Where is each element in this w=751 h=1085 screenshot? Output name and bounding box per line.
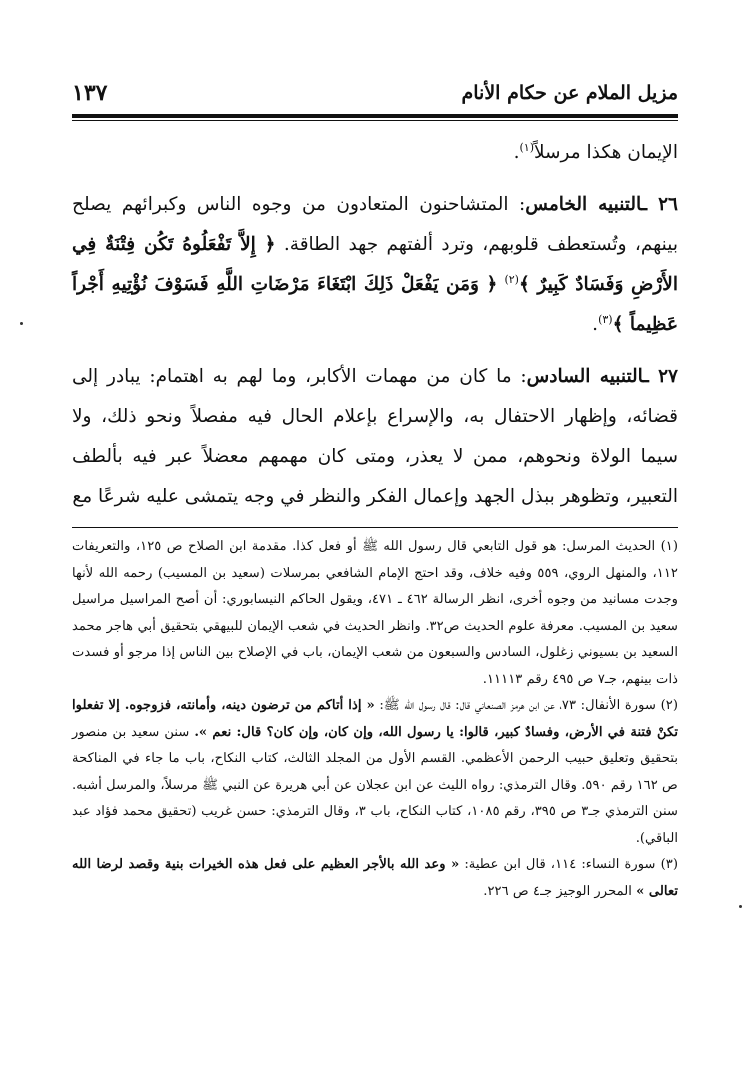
quran-verse-nisa: ﴿ وَمَن يَفْعَلْ ذَلِكَ ابْتَغَاءَ مَرْضَاتِ اللَّهِ فَسَوْفَ نُؤْتِيهِ أَجْراً عَظِيماً ﴾ xyxy=(72,274,678,335)
scan-speck xyxy=(739,905,742,908)
footnote-1: (١) الحديث المرسل: هو قول التابعي قال رسول الله ﷺ أو فعل كذا. مقدمة ابن الصلاح ص ١٢٥، والتعريفات ١١٢، والمنهل الروي، ٥٥٩ وفيه خلاف، وقد احتج الإمام الشافعي بمرسلات (سعيد بن المسيب) رحمه الله لأنها وجدت مسانيد من وجوه أخرى، انظر الرسالة ٤٦٢ ـ ٤٧١، ويقول الحاكم النيسابوري: أن أصح المراسيل مراسيل سعيد بن المسيب. معرفة علوم الحديث ص٣٢. وانظر الحديث في شعب الإيمان للبيهقي بتحقيق أبي هاجر محمد السعيد بن بسيوني زغلول، السادس والسبعون من شعب الإيمان، باب في الإصلاح بين الناس إذا مرجو أو فسدت ذات بينهم، جـ٧ ص ٤٩٥ رقم ١١١١٣. xyxy=(72,539,678,687)
scan-speck xyxy=(20,322,23,325)
footnote-ref-1: (١) xyxy=(519,140,534,154)
footnote-3 xyxy=(72,852,678,905)
paragraph-26-heading: التنبيه الخامس xyxy=(525,194,642,215)
paragraph-27-heading: التنبيه السادس xyxy=(526,366,644,387)
footnote-2-reference: سنن سعيد بن منصور بتحقيق وتعليق حبيب الرحمن الأعظمي. القسم الأول من المجلد الثالث، كتاب النكاح، باب ما جاء في المناكحة ص ١٦٢ رقم ٥٩٠. وقال الترمذي: رواه الليث عن ابن عجلان عن أبي هريرة عن النبي ﷺ مرسلاً، والمرسل أشبه. سنن الترمذي جـ٣ ص ٣٩٥، رقم ١٠٨٥، كتاب النكاح، باب ٣، وقال الترمذي: حسن غريب (تحقيق محمد فؤاد عبد الباقي). xyxy=(72,724,678,846)
footnote-2-source: (٢) سورة الأنفال: ٧٣، عن ابن هرمز الصنعاني قال: قال رسول الله ﷺ: xyxy=(379,698,678,713)
footnote-3-reference: المحرر الوجيز جـ٤ ص ٢٢٦. xyxy=(483,883,632,899)
running-title: مزيل الملام عن حكام الأنام xyxy=(461,82,678,104)
footnote-2-hadith: « إذا أتاكم من ترضون دينه، وأمانته، فزوجوه. إلا تفعلوا تكنْ فتنة في الأرض، وفسادٌ كبير، قالوا: يا رسول الله، وإن كان، وإن كان؟ قال: نعم ». xyxy=(72,698,678,740)
footnote-ref-2: (٢) xyxy=(504,272,519,286)
paragraph-26 xyxy=(72,185,678,345)
paragraph-27 xyxy=(72,357,678,517)
paragraph-26-text: : المتشاحنون المتعادون من وجوه الناس وكبرائهم يصلح بينهم، وتُستعطف قلوبهم، وترد ألفتهم جهد الطاقة. xyxy=(72,194,678,255)
page-number: ١٣٧ xyxy=(72,80,108,106)
running-header xyxy=(72,80,678,114)
continuation-end: . xyxy=(513,142,520,163)
book-page xyxy=(72,80,678,905)
footnote-3-source: (٣) سورة النساء: ١١٤، قال ابن عطية: xyxy=(464,857,678,872)
continuation-text: الإيمان هكذا مرسلاً xyxy=(534,142,678,163)
paragraph-27-text: : ما كان من مهمات الأكابر، وما لهم به اهتمام: يبادر إلى قضائه، وإظهار الاحتفال به، والإسراع بإعلام الحال فيه مفصلاً ونحو ذلك، ولا سيما الولاة ونحوهم، ممن لا يعذر، ومتى كان مهمهم معضلاً عبر فيه بألطف التعبير، وتظوهر ببذل الجهد وإعمال الفكر والنظر في وجه يتمشى عليه شرعًا مع xyxy=(72,366,678,507)
footnote-2 xyxy=(72,693,678,852)
main-text xyxy=(72,133,678,517)
footnotes xyxy=(72,527,678,905)
quran-verse-anfal: ﴿ إِلاَّ تَفْعَلُوهُ تَكُن فِتْنَةٌ فِي الأَرْضِ وَفَسَادٌ كَبِيرٌ ﴾ xyxy=(72,234,678,295)
continuation-line xyxy=(72,133,678,173)
footnote-ref-3: (٣) xyxy=(598,312,613,326)
header-rule xyxy=(72,114,678,118)
paragraph-27-number: ٢٧ ـ xyxy=(643,366,678,387)
footnote-3-quote: « وعد الله بالأجر العظيم على فعل هذه الخيرات بنية وقصد لرضا الله تعالى » xyxy=(72,857,678,899)
header-rule-thin xyxy=(72,120,678,121)
paragraph-26-end: . xyxy=(592,314,599,335)
paragraph-26-number: ٢٦ ـ xyxy=(641,194,678,215)
